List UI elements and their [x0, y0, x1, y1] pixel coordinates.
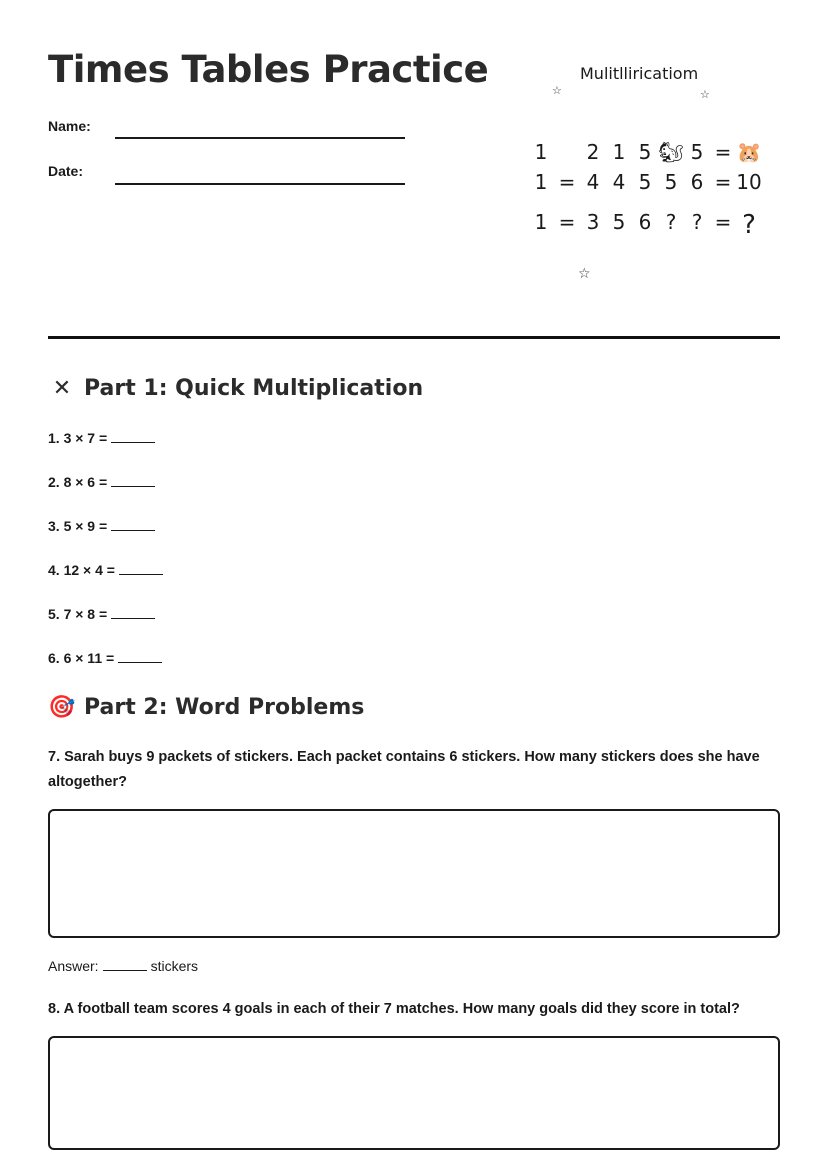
answer-blank[interactable] — [111, 430, 155, 443]
hamster-icon: 🐹 — [736, 140, 762, 164]
question-3: 3. 5 × 9 = — [48, 518, 155, 534]
part2-title: Part 2: Word Problems — [84, 695, 365, 720]
star-icon: ☆ — [700, 89, 710, 101]
answer-line-7: Answer: stickers — [48, 958, 199, 974]
part1-title: Part 1: Quick Multiplication — [84, 376, 424, 401]
section-divider — [48, 336, 780, 339]
answer-blank[interactable] — [111, 518, 155, 531]
multiply-icon: ✕ — [52, 376, 72, 401]
answer-box-8[interactable] — [48, 1036, 780, 1150]
question-4: 4. 12 × 4 = — [48, 562, 163, 578]
illustration-title: Mulitlliricatiom — [580, 64, 699, 83]
star-icon: ☆ — [578, 265, 591, 281]
question-1: 1. 3 × 7 = — [48, 430, 155, 446]
name-field-line[interactable] — [115, 137, 405, 139]
part1-heading — [48, 376, 423, 401]
answer-blank[interactable] — [111, 474, 155, 487]
illustration-row-3: 1 = 3 5 6 ? ? = ? — [534, 210, 756, 240]
question-2: 2. 8 × 6 = — [48, 474, 155, 490]
star-icon: ☆ — [552, 85, 562, 97]
answer-blank[interactable] — [103, 958, 147, 971]
answer-box-7[interactable] — [48, 809, 780, 938]
answer-blank[interactable] — [111, 606, 155, 619]
squirrel-icon: 🐿 — [658, 140, 684, 164]
target-icon: 🎯 — [48, 695, 76, 720]
multiplication-illustration — [528, 60, 778, 300]
illustration-row-2: 1 = 4 4 5 5 6 = 10 — [534, 170, 762, 194]
word-problem-7: 7. Sarah buys 9 packets of stickers. Each packet contains 6 stickers. How many stickers does she have altogether? — [48, 749, 760, 790]
name-label: Name: — [48, 118, 91, 134]
question-6: 6. 6 × 11 = — [48, 650, 162, 666]
word-problem-8: 8. A football team scores 4 goals in each of their 7 matches. How many goals did they score in total? — [48, 1001, 740, 1017]
answer-blank[interactable] — [119, 562, 163, 575]
page-title: Times Tables Practice — [48, 48, 489, 91]
question-5: 5. 7 × 8 = — [48, 606, 155, 622]
date-field-line[interactable] — [115, 183, 405, 185]
date-label: Date: — [48, 163, 84, 179]
illustration-row-1: 1 2 1 5 🐿 5 = 🐹 — [534, 140, 762, 164]
part2-heading — [48, 695, 364, 720]
answer-blank[interactable] — [118, 650, 162, 663]
